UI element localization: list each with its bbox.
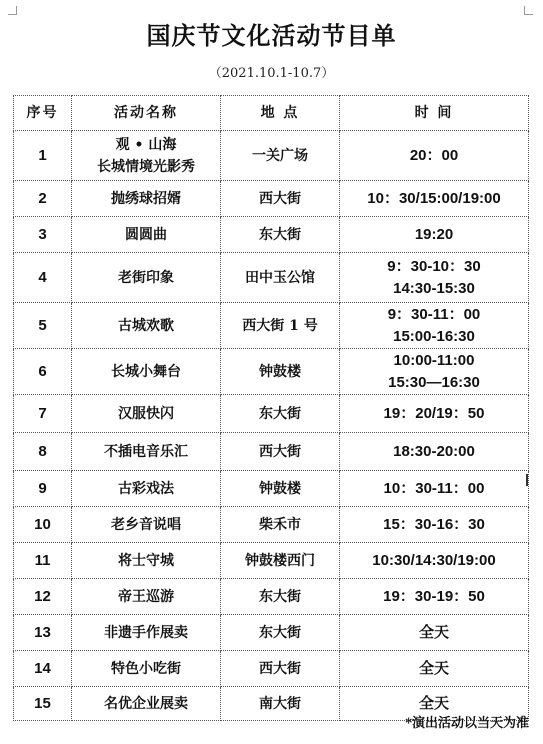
activity-name-line: 古彩戏法 [118,480,174,497]
cell-number: 8 [14,433,72,471]
time-line: 19:20 [414,225,454,243]
table-row [14,253,529,303]
cell-location: 东大街 [221,615,340,651]
cell-location: 钟鼓楼 [221,471,340,507]
cell-time [340,651,529,687]
activity-name-line: 名优企业展卖 [104,695,188,712]
table-row [14,131,529,181]
header-time: 时 间 [340,96,529,131]
table-row [14,651,529,687]
cell-location: 田中玉公馆 [221,253,340,303]
cell-time [340,543,529,579]
time-line: 10：30/15:00/19:00 [367,189,501,207]
time-line: 9：30-10：30 [387,257,481,275]
activity-name-line: 将士守城 [118,552,174,569]
cell-activity-name [72,651,221,687]
time-line: 10:30/14:30/19:00 [372,551,496,569]
cell-number: 9 [14,471,72,507]
activity-name-line: 长城小舞台 [111,363,181,380]
table-row [14,471,529,507]
cell-time [340,433,529,471]
cell-location: 东大街 [221,217,340,253]
cell-time [340,349,529,395]
cell-activity-name [72,131,221,181]
cell-activity-name [72,615,221,651]
program-table [13,95,529,721]
table-row [14,395,529,433]
table-row [14,181,529,217]
cell-number: 1 [14,131,72,181]
cell-number: 3 [14,217,72,253]
table-body [14,131,529,721]
cell-time [340,217,529,253]
cell-number: 5 [14,303,72,349]
cell-time [340,181,529,217]
cell-number: 4 [14,253,72,303]
cell-number: 6 [14,349,72,395]
date-range: （2021.10.1-10.7） [208,66,335,81]
cell-location: 一关广场 [221,131,340,181]
cell-activity-name [72,687,221,721]
table-row [14,507,529,543]
time-line: 15:30—16:30 [388,373,480,391]
cell-activity-name [72,433,221,471]
cell-time [340,253,529,303]
cell-time [340,615,529,651]
activity-name-line: 老街印象 [118,269,174,286]
activity-name-line: 汉服快闪 [118,405,174,422]
cell-activity-name [72,303,221,349]
cell-number: 14 [14,651,72,687]
cell-activity-name [72,507,221,543]
cell-activity-name [72,349,221,395]
page-title: 国庆节文化活动节目单 [146,21,397,50]
cell-location: 西大街 [221,433,340,471]
time-line: 19：20/19：50 [383,404,485,422]
cell-number: 10 [14,507,72,543]
time-line: 15:00-16:30 [393,327,475,345]
time-line: 10：30-11：00 [383,479,485,497]
activity-name-line: 帝王巡游 [118,588,174,605]
table-header-row [14,96,529,131]
cell-location: 西大街 1 号 [221,303,340,349]
cell-number: 12 [14,579,72,615]
table-row [14,579,529,615]
table-row [14,543,529,579]
cell-location: 柴禾市 [221,507,340,543]
cell-number: 13 [14,615,72,651]
table-row [14,349,529,395]
cell-location: 东大街 [221,395,340,433]
cell-number: 2 [14,181,72,217]
time-line: 9：30-11：00 [387,305,481,323]
cell-location: 南大街 [221,687,340,721]
cell-time [340,579,529,615]
cell-time [340,131,529,181]
time-line: 全天 [418,659,449,677]
time-line: 18:30-20:00 [393,442,475,460]
time-line: 15：30-16：30 [383,515,485,533]
margin-cursor-mark [526,474,528,486]
table-row [14,303,529,349]
cell-activity-name [72,471,221,507]
cell-location: 钟鼓楼西门 [221,543,340,579]
header-activity-name: 活动名称 [72,96,221,131]
table-row [14,615,529,651]
header-number: 序号 [14,96,72,131]
cell-location: 西大街 [221,651,340,687]
cell-number: 7 [14,395,72,433]
cell-activity-name [72,543,221,579]
table-row [14,217,529,253]
time-line: 全天 [418,623,449,641]
time-line: 10:00-11:00 [393,351,475,369]
activity-name-line: 非遗手作展卖 [104,624,188,641]
time-line: 全天 [418,694,449,712]
activity-name-line: 特色小吃街 [111,660,181,677]
table-row [14,433,529,471]
header-location: 地 点 [221,96,340,131]
cell-location: 西大街 [221,181,340,217]
cell-time [340,303,529,349]
activity-name-line: 圆圆曲 [125,226,167,243]
activity-name-line: 观 • 山海 [115,136,177,153]
cell-time [340,471,529,507]
cell-activity-name [72,217,221,253]
cell-number: 11 [14,543,72,579]
cell-activity-name [72,253,221,303]
cell-activity-name [72,579,221,615]
cell-activity-name [72,181,221,217]
activity-name-line: 长城情境光影秀 [97,158,195,175]
cell-number: 15 [14,687,72,721]
cell-time [340,507,529,543]
time-line: 14:30-15:30 [393,279,475,297]
activity-name-line: 不插电音乐汇 [104,443,188,460]
footnote: *演出活动以当天为准 [405,716,529,731]
activity-name-line: 抛绣球招婿 [111,190,181,207]
page-corner-mark-right [524,6,533,15]
time-line: 20：00 [409,146,459,164]
activity-name-line: 古城欢歌 [118,317,174,334]
time-line: 19：30-19：50 [383,587,485,605]
cell-activity-name [72,395,221,433]
activity-name-line: 老乡音说唱 [111,516,181,533]
cell-time [340,395,529,433]
program-table-wrapper [13,95,528,721]
cell-location: 钟鼓楼 [221,349,340,395]
cell-location: 东大街 [221,579,340,615]
page-corner-mark-left [8,6,17,15]
